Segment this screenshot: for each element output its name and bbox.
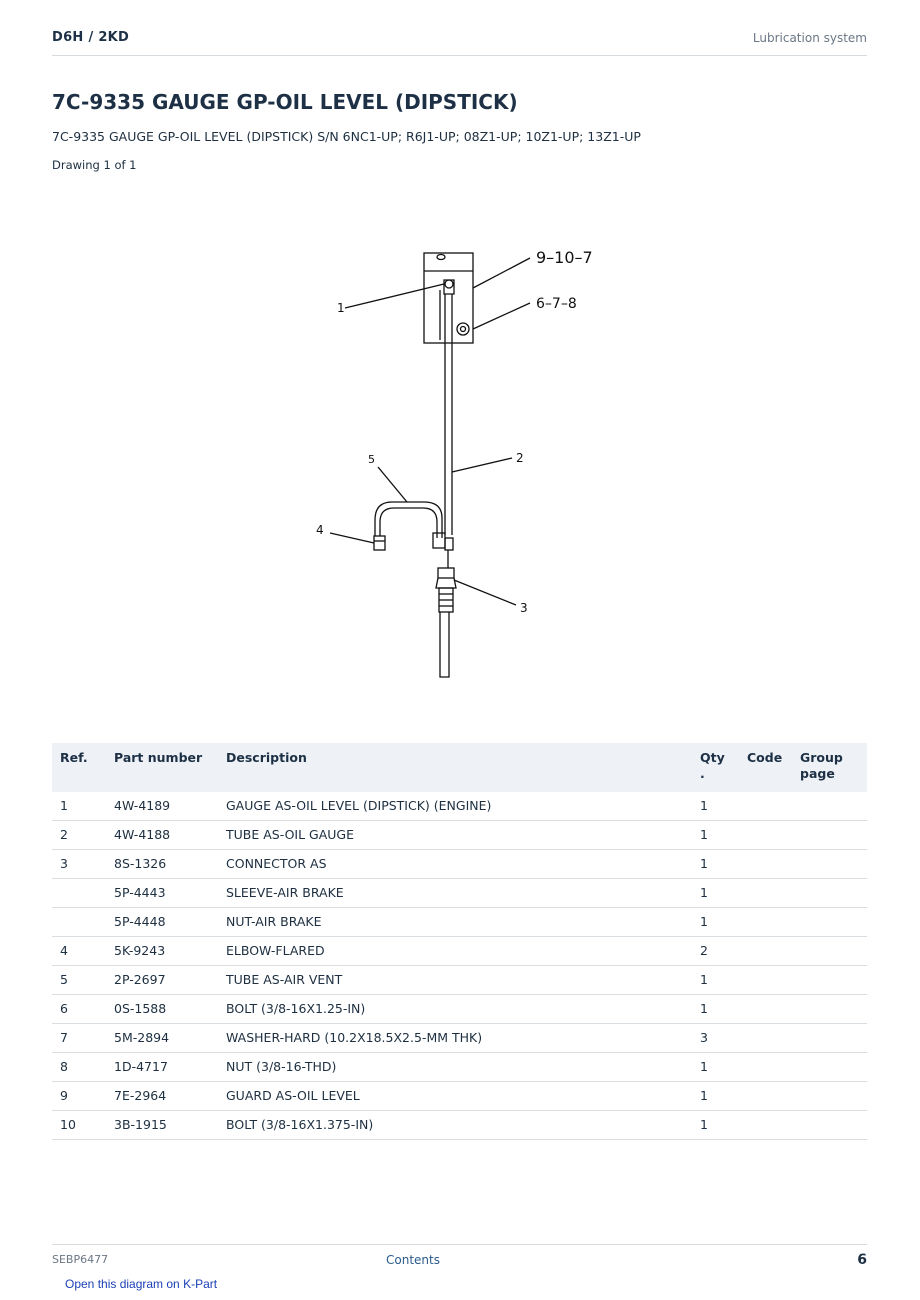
tube-fitting (433, 533, 445, 548)
qty-cell: 1 (694, 879, 741, 908)
header-qty-line2: . (700, 766, 705, 781)
page-title: 7C-9335 GAUGE GP-OIL LEVEL (DIPSTICK) (52, 90, 518, 114)
ref-cell: 5 (52, 966, 108, 995)
code-cell (741, 1082, 794, 1111)
ref-cell: 8 (52, 1053, 108, 1082)
page-header (52, 28, 867, 56)
header-qty-line1: Qty (700, 750, 725, 765)
table-row (52, 1024, 867, 1053)
group-page-cell (794, 1024, 867, 1053)
group-page-cell (794, 1082, 867, 1111)
header-code: Code (741, 743, 794, 792)
guard-bolt (457, 323, 469, 335)
ref-cell: 1 (52, 792, 108, 821)
qty-cell: 2 (694, 937, 741, 966)
qty-cell: 3 (694, 1024, 741, 1053)
ref-cell: 4 (52, 937, 108, 966)
qty-cell: 1 (694, 1053, 741, 1082)
elbow-left (374, 536, 385, 550)
table-row (52, 1111, 867, 1140)
callout-4: 4 (316, 523, 324, 537)
group-page-cell (794, 821, 867, 850)
description-cell: BOLT (3/8-16X1.375-IN) (220, 1111, 694, 1140)
ref-cell: 2 (52, 821, 108, 850)
part-number-cell: 7E-2964 (108, 1082, 220, 1111)
table-row (52, 1053, 867, 1082)
qty-cell: 1 (694, 821, 741, 850)
section-name: Lubrication system (752, 31, 867, 45)
header-group-line2: page (800, 766, 835, 781)
qty-cell: 1 (694, 908, 741, 937)
description-cell: TUBE AS-OIL GAUGE (220, 821, 694, 850)
code-cell (741, 821, 794, 850)
part-number-cell: 5P-4448 (108, 908, 220, 937)
code-cell (741, 966, 794, 995)
contents-link[interactable]: Contents (386, 1253, 440, 1267)
description-cell: SLEEVE-AIR BRAKE (220, 879, 694, 908)
group-page-cell (794, 1053, 867, 1082)
group-page-cell (794, 850, 867, 879)
table-row (52, 908, 867, 937)
part-number-cell: 5K-9243 (108, 937, 220, 966)
description-cell: ELBOW-FLARED (220, 937, 694, 966)
page-number: 6 (857, 1252, 867, 1268)
footer-divider (52, 1244, 867, 1245)
ref-cell (52, 879, 108, 908)
ref-cell: 9 (52, 1082, 108, 1111)
part-number-cell: 5M-2894 (108, 1024, 220, 1053)
qty-cell: 1 (694, 1082, 741, 1111)
table-row (52, 821, 867, 850)
callout-5: 5 (368, 453, 375, 466)
part-number-cell: 4W-4188 (108, 821, 220, 850)
table-row (52, 966, 867, 995)
description-cell: TUBE AS-AIR VENT (220, 966, 694, 995)
group-page-cell (794, 792, 867, 821)
description-cell: NUT (3/8-16-THD) (220, 1053, 694, 1082)
code-cell (741, 792, 794, 821)
code-cell (741, 995, 794, 1024)
group-page-cell (794, 1111, 867, 1140)
machine-model: D6H / 2KD (52, 30, 130, 45)
ref-cell: 10 (52, 1111, 108, 1140)
group-page-cell (794, 937, 867, 966)
ref-cell: 3 (52, 850, 108, 879)
parts-diagram (200, 200, 720, 700)
group-page-cell (794, 879, 867, 908)
description-cell: BOLT (3/8-16X1.25-IN) (220, 995, 694, 1024)
header-qty (694, 743, 741, 792)
code-cell (741, 879, 794, 908)
parts-table (52, 743, 867, 1140)
description-cell: WASHER-HARD (10.2X18.5X2.5-MM THK) (220, 1024, 694, 1053)
code-cell (741, 908, 794, 937)
code-cell (741, 937, 794, 966)
table-row (52, 879, 867, 908)
qty-cell: 1 (694, 792, 741, 821)
group-page-cell (794, 908, 867, 937)
qty-cell: 1 (694, 850, 741, 879)
code-cell (741, 1111, 794, 1140)
table-row (52, 850, 867, 879)
part-number-cell: 4W-4189 (108, 792, 220, 821)
table-row (52, 792, 867, 821)
table-row (52, 1082, 867, 1111)
header-part-number: Part number (108, 743, 220, 792)
table-row (52, 937, 867, 966)
header-group-page (794, 743, 867, 792)
table-row (52, 995, 867, 1024)
group-page-cell (794, 966, 867, 995)
group-page-cell (794, 995, 867, 1024)
header-ref: Ref. (52, 743, 108, 792)
code-cell (741, 850, 794, 879)
callout-2: 2 (516, 451, 524, 465)
parts-table-body (52, 792, 867, 1140)
document-code: SEBP6477 (52, 1253, 109, 1266)
qty-cell: 1 (694, 966, 741, 995)
ref-cell: 7 (52, 1024, 108, 1053)
part-number-cell: 8S-1326 (108, 850, 220, 879)
description-cell: NUT-AIR BRAKE (220, 908, 694, 937)
code-cell (741, 1053, 794, 1082)
page-subtitle: 7C-9335 GAUGE GP-OIL LEVEL (DIPSTICK) S/N 6NC1-UP; R6J1-UP; 08Z1-UP; 10Z1-UP; 13Z1-UP (52, 129, 641, 144)
part-number-cell: 0S-1588 (108, 995, 220, 1024)
callout-6-7-8: 6–7–8 (536, 296, 577, 312)
qty-cell: 1 (694, 995, 741, 1024)
callout-3: 3 (520, 601, 528, 615)
part-number-cell: 3B-1915 (108, 1111, 220, 1140)
connector (438, 568, 454, 578)
description-cell: CONNECTOR AS (220, 850, 694, 879)
ref-cell: 6 (52, 995, 108, 1024)
header-description: Description (220, 743, 694, 792)
qty-cell: 1 (694, 1111, 741, 1140)
callout-9-10-7: 9–10–7 (536, 248, 593, 267)
header-group-line1: Group (800, 750, 843, 765)
code-cell (741, 1024, 794, 1053)
part-number-cell: 2P-2697 (108, 966, 220, 995)
ref-cell (52, 908, 108, 937)
callout-1: 1 (337, 301, 345, 315)
table-header-row (52, 743, 867, 792)
description-cell: GUARD AS-OIL LEVEL (220, 1082, 694, 1111)
vent-tube (380, 508, 437, 538)
part-number-cell: 5P-4443 (108, 879, 220, 908)
open-kpart-link[interactable]: Open this diagram on K-Part (65, 1277, 218, 1291)
description-cell: GAUGE AS-OIL LEVEL (DIPSTICK) (ENGINE) (220, 792, 694, 821)
part-number-cell: 1D-4717 (108, 1053, 220, 1082)
drawing-count: Drawing 1 of 1 (52, 158, 137, 172)
